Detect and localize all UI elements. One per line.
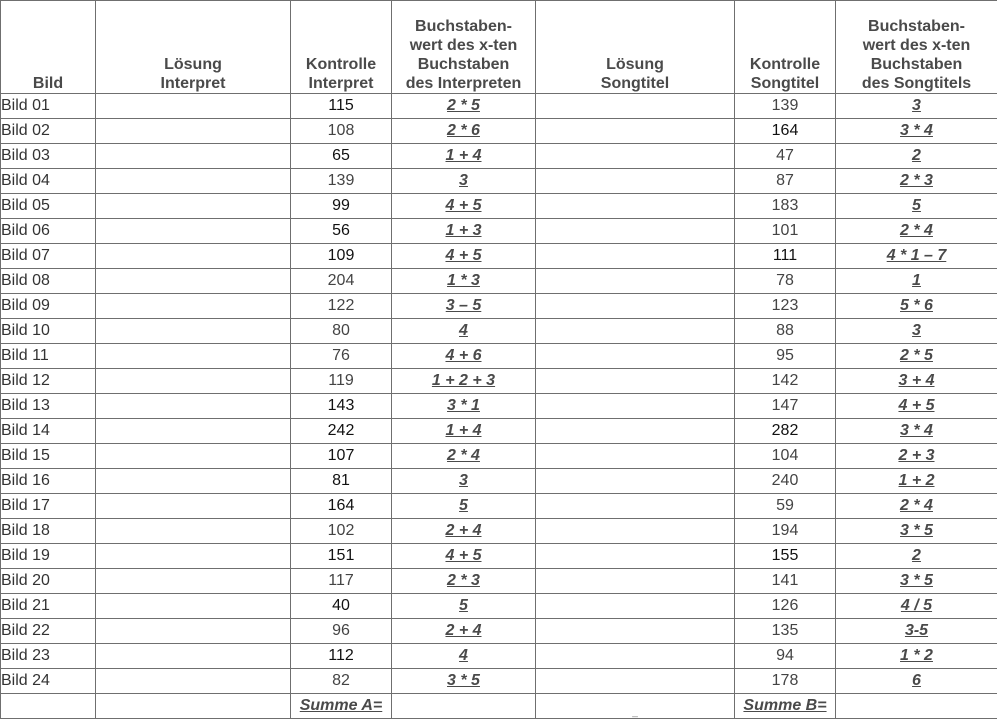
kontrolle-songtitel-value: 139 (735, 94, 836, 119)
wert-interpret-formula (392, 544, 536, 569)
kontrolle-interpret-value: 82 (291, 669, 392, 694)
loesung-songtitel-input[interactable] (536, 494, 735, 519)
loesung-interpret-input[interactable] (96, 369, 291, 394)
kontrolle-interpret-value: 122 (291, 294, 392, 319)
wert-interpret-formula (392, 519, 536, 544)
bild-label: Bild 03 (1, 144, 96, 169)
wert-songtitel-formula (836, 194, 997, 219)
sum-empty-cell (96, 694, 291, 719)
kontrolle-interpret-value: 107 (291, 444, 392, 469)
wert-interpret-formula (392, 619, 536, 644)
wert-songtitel-formula (836, 94, 997, 119)
kontrolle-interpret-value: 164 (291, 494, 392, 519)
wert-interpret-formula-text: 3 – 5 (445, 297, 482, 314)
table-row (1, 369, 997, 394)
wert-interpret-formula-text: 1 + 3 (445, 222, 482, 239)
wert-interpret-formula-text: 3 * 1 (447, 397, 480, 414)
table-row (1, 269, 997, 294)
kontrolle-songtitel-value: 178 (735, 669, 836, 694)
loesung-songtitel-input[interactable] (536, 469, 735, 494)
kontrolle-interpret-value: 108 (291, 119, 392, 144)
loesung-interpret-input[interactable] (96, 269, 291, 294)
loesung-songtitel-input[interactable] (536, 169, 735, 194)
wert-interpret-formula (392, 294, 536, 319)
loesung-interpret-input[interactable] (96, 94, 291, 119)
wert-songtitel-formula-text: 2 * 5 (900, 347, 933, 364)
kontrolle-interpret-value: 143 (291, 394, 392, 419)
loesung-interpret-input[interactable] (96, 619, 291, 644)
kontrolle-songtitel-value: 135 (735, 619, 836, 644)
wert-songtitel-formula-text: 2 (912, 547, 921, 564)
wert-songtitel-formula (836, 494, 997, 519)
table-row (1, 244, 997, 269)
kontrolle-songtitel-value: 142 (735, 369, 836, 394)
wert-songtitel-formula-text: 3 * 4 (900, 122, 933, 139)
kontrolle-interpret-value: 102 (291, 519, 392, 544)
wert-interpret-formula-text: 4 + 6 (445, 347, 482, 364)
bild-label: Bild 01 (1, 94, 96, 119)
kontrolle-interpret-value: 204 (291, 269, 392, 294)
wert-interpret-formula (392, 569, 536, 594)
wert-interpret-formula-text: 5 (459, 497, 468, 514)
wert-songtitel-formula (836, 594, 997, 619)
table-row (1, 519, 997, 544)
wert-interpret-formula-text: 4 (459, 647, 468, 664)
loesung-songtitel-input[interactable] (536, 219, 735, 244)
loesung-songtitel-input[interactable] (536, 94, 735, 119)
table-row (1, 544, 997, 569)
wert-interpret-formula-text: 3 (459, 472, 468, 489)
wert-songtitel-formula (836, 294, 997, 319)
table-row (1, 169, 997, 194)
table-body (1, 94, 997, 719)
wert-interpret-formula-text: 1 + 4 (445, 147, 482, 164)
wert-songtitel-formula (836, 369, 997, 394)
loesung-songtitel-input[interactable] (536, 619, 735, 644)
loesung-interpret-input[interactable] (96, 394, 291, 419)
kontrolle-interpret-value: 242 (291, 419, 392, 444)
wert-songtitel-formula-text: 3 * 5 (900, 572, 933, 589)
loesung-songtitel-input[interactable] (536, 119, 735, 144)
wert-interpret-formula-text: 2 * 4 (447, 447, 480, 464)
wert-songtitel-formula (836, 644, 997, 669)
wert-songtitel-formula (836, 244, 997, 269)
wert-interpret-formula (392, 144, 536, 169)
header-row (1, 1, 997, 94)
bild-label: Bild 24 (1, 669, 96, 694)
wert-songtitel-formula-text: 3 (912, 322, 921, 339)
wert-interpret-formula (392, 444, 536, 469)
loesung-songtitel-input[interactable] (536, 444, 735, 469)
table-row (1, 219, 997, 244)
kontrolle-interpret-value: 65 (291, 144, 392, 169)
sum-empty-cell (1, 694, 96, 719)
loesung-songtitel-input[interactable] (536, 269, 735, 294)
wert-interpret-formula (392, 644, 536, 669)
wert-interpret-formula (392, 194, 536, 219)
table-row (1, 494, 997, 519)
table-row (1, 194, 997, 219)
loesung-songtitel-input[interactable] (536, 644, 735, 669)
wert-songtitel-formula-text: 1 + 2 (898, 472, 935, 489)
table-row (1, 344, 997, 369)
table-row (1, 619, 997, 644)
loesung-songtitel-input[interactable] (536, 294, 735, 319)
wert-songtitel-formula (836, 569, 997, 594)
wert-songtitel-formula (836, 619, 997, 644)
wert-interpret-formula-text: 1 * 3 (447, 272, 480, 289)
bild-label: Bild 16 (1, 469, 96, 494)
wert-songtitel-formula-text: 5 (912, 197, 921, 214)
bild-label: Bild 20 (1, 569, 96, 594)
wert-songtitel-formula (836, 419, 997, 444)
wert-interpret-formula (392, 94, 536, 119)
wert-interpret-formula-text: 2 * 3 (447, 572, 480, 589)
wert-songtitel-formula (836, 169, 997, 194)
kontrolle-songtitel-value: 164 (735, 119, 836, 144)
wert-songtitel-formula-text: 1 (912, 272, 921, 289)
wert-interpret-formula (392, 394, 536, 419)
bild-label: Bild 07 (1, 244, 96, 269)
wert-songtitel-formula (836, 669, 997, 694)
header-wert-songtitel: Buchstaben- wert des x-ten Buchstaben des Songtitels (836, 1, 997, 94)
wert-interpret-formula (392, 369, 536, 394)
table-row (1, 444, 997, 469)
kontrolle-interpret-value: 109 (291, 244, 392, 269)
wert-songtitel-formula (836, 444, 997, 469)
kontrolle-interpret-value: 56 (291, 219, 392, 244)
bild-label: Bild 23 (1, 644, 96, 669)
wert-interpret-formula-text: 5 (459, 597, 468, 614)
kontrolle-songtitel-value: 101 (735, 219, 836, 244)
kontrolle-interpret-value: 40 (291, 594, 392, 619)
wert-songtitel-formula-text: 3 * 4 (900, 422, 933, 439)
wert-interpret-formula (392, 494, 536, 519)
table-row (1, 644, 997, 669)
kontrolle-songtitel-value: 282 (735, 419, 836, 444)
loesung-interpret-input[interactable] (96, 544, 291, 569)
table-row (1, 469, 997, 494)
kontrolle-songtitel-value: 155 (735, 544, 836, 569)
kontrolle-interpret-value: 99 (291, 194, 392, 219)
bild-label: Bild 21 (1, 594, 96, 619)
loesung-songtitel-input[interactable] (536, 394, 735, 419)
kontrolle-interpret-value: 96 (291, 619, 392, 644)
kontrolle-songtitel-value: 87 (735, 169, 836, 194)
bild-label: Bild 10 (1, 319, 96, 344)
wert-songtitel-formula (836, 319, 997, 344)
loesung-interpret-input[interactable] (96, 669, 291, 694)
header-kontrolle-interpret: Kontrolle Interpret (291, 1, 392, 94)
kontrolle-interpret-value: 115 (291, 94, 392, 119)
loesung-songtitel-input[interactable] (536, 144, 735, 169)
kontrolle-interpret-value: 81 (291, 469, 392, 494)
bild-label: Bild 04 (1, 169, 96, 194)
kontrolle-songtitel-value: 240 (735, 469, 836, 494)
wert-interpret-formula-text: 4 + 5 (445, 197, 482, 214)
summe-b-input[interactable] (836, 694, 997, 719)
kontrolle-interpret-value: 119 (291, 369, 392, 394)
kontrolle-interpret-value: 139 (291, 169, 392, 194)
wert-interpret-formula-text: 4 + 5 (445, 547, 482, 564)
wert-songtitel-formula-text: 2 * 4 (900, 497, 933, 514)
wert-interpret-formula-text: 4 (459, 322, 468, 339)
kontrolle-songtitel-value: 123 (735, 294, 836, 319)
loesung-songtitel-input[interactable] (536, 544, 735, 569)
kontrolle-songtitel-value: 78 (735, 269, 836, 294)
bild-label: Bild 05 (1, 194, 96, 219)
bild-label: Bild 02 (1, 119, 96, 144)
wert-songtitel-formula (836, 144, 997, 169)
bild-label: Bild 19 (1, 544, 96, 569)
loesung-interpret-input[interactable] (96, 594, 291, 619)
loesung-interpret-input[interactable] (96, 244, 291, 269)
loesung-interpret-input[interactable] (96, 519, 291, 544)
bild-label: Bild 09 (1, 294, 96, 319)
kontrolle-interpret-value: 76 (291, 344, 392, 369)
header-loesung-songtitel: Lösung Songtitel (536, 1, 735, 94)
kontrolle-songtitel-value: 141 (735, 569, 836, 594)
table-row (1, 394, 997, 419)
wert-interpret-formula (392, 319, 536, 344)
bild-label: Bild 22 (1, 619, 96, 644)
loesung-songtitel-input[interactable] (536, 419, 735, 444)
bild-label: Bild 18 (1, 519, 96, 544)
wert-interpret-formula-text: 3 (459, 172, 468, 189)
sum-row (1, 694, 997, 719)
wert-songtitel-formula-text: 3 * 5 (900, 522, 933, 539)
table-row (1, 94, 997, 119)
kontrolle-songtitel-value: 88 (735, 319, 836, 344)
wert-songtitel-formula-text: 2 + 3 (898, 447, 935, 464)
loesung-interpret-input[interactable] (96, 419, 291, 444)
loesung-songtitel-input[interactable] (536, 194, 735, 219)
wert-songtitel-formula (836, 394, 997, 419)
wert-interpret-formula (392, 219, 536, 244)
bild-label: Bild 11 (1, 344, 96, 369)
loesung-interpret-input[interactable] (96, 569, 291, 594)
bild-label: Bild 17 (1, 494, 96, 519)
table-row (1, 119, 997, 144)
loesung-interpret-input[interactable] (96, 644, 291, 669)
wert-interpret-formula (392, 344, 536, 369)
table-row (1, 419, 997, 444)
wert-songtitel-formula-text: 5 * 6 (900, 297, 933, 314)
wert-interpret-formula (392, 469, 536, 494)
bild-label: Bild 15 (1, 444, 96, 469)
wert-interpret-formula-text: 2 + 4 (445, 622, 482, 639)
kontrolle-songtitel-value: 104 (735, 444, 836, 469)
summe-a-input[interactable] (392, 694, 536, 719)
loesung-interpret-input[interactable] (96, 344, 291, 369)
table-row (1, 669, 997, 694)
wert-interpret-formula-text: 3 * 5 (447, 672, 480, 689)
wert-songtitel-formula (836, 544, 997, 569)
loesung-interpret-input[interactable] (96, 119, 291, 144)
table-row (1, 569, 997, 594)
table-row (1, 319, 997, 344)
bild-label: Bild 14 (1, 419, 96, 444)
bild-label: Bild 06 (1, 219, 96, 244)
kontrolle-songtitel-value: 47 (735, 144, 836, 169)
loesung-interpret-input[interactable] (96, 319, 291, 344)
wert-songtitel-formula-text: 4 + 5 (898, 397, 935, 414)
loesung-songtitel-input[interactable] (536, 569, 735, 594)
wert-songtitel-formula-text: 2 * 4 (900, 222, 933, 239)
table-row (1, 294, 997, 319)
loesung-interpret-input[interactable] (96, 169, 291, 194)
kontrolle-interpret-value: 117 (291, 569, 392, 594)
kontrolle-songtitel-value: 194 (735, 519, 836, 544)
kontrolle-interpret-value: 151 (291, 544, 392, 569)
wert-songtitel-formula-text: 3 + 4 (898, 372, 935, 389)
kontrolle-songtitel-value: 95 (735, 344, 836, 369)
wert-interpret-formula (392, 119, 536, 144)
wert-interpret-formula-text: 2 * 6 (447, 122, 480, 139)
loesung-interpret-input[interactable] (96, 444, 291, 469)
sum-marker: _ (536, 694, 735, 719)
wert-interpret-formula (392, 169, 536, 194)
wert-interpret-formula-text: 1 + 2 + 3 (431, 372, 496, 389)
wert-interpret-formula-text: 2 * 5 (447, 97, 480, 114)
loesung-songtitel-input[interactable] (536, 594, 735, 619)
wert-songtitel-formula-text: 3-5 (904, 622, 929, 639)
wert-songtitel-formula (836, 344, 997, 369)
bild-label: Bild 12 (1, 369, 96, 394)
wert-interpret-formula-text: 1 + 4 (445, 422, 482, 439)
kontrolle-songtitel-value: 111 (735, 244, 836, 269)
wert-songtitel-formula (836, 269, 997, 294)
wert-songtitel-formula-text: 4 / 5 (900, 597, 933, 614)
kontrolle-songtitel-value: 59 (735, 494, 836, 519)
header-wert-interpret: Buchstaben- wert des x-ten Buchstaben des Interpreten (392, 1, 536, 94)
wert-songtitel-formula (836, 469, 997, 494)
wert-interpret-formula (392, 594, 536, 619)
wert-interpret-formula (392, 669, 536, 694)
summe-a-label: Summe A= (291, 694, 392, 719)
loesung-interpret-input[interactable] (96, 194, 291, 219)
kontrolle-songtitel-value: 94 (735, 644, 836, 669)
kontrolle-interpret-value: 112 (291, 644, 392, 669)
loesung-interpret-input[interactable] (96, 494, 291, 519)
loesung-songtitel-input[interactable] (536, 344, 735, 369)
loesung-songtitel-input[interactable] (536, 669, 735, 694)
bild-label: Bild 13 (1, 394, 96, 419)
wert-interpret-formula-text: 2 + 4 (445, 522, 482, 539)
header-kontrolle-songtitel: Kontrolle Songtitel (735, 1, 836, 94)
wert-interpret-formula (392, 269, 536, 294)
wert-interpret-formula (392, 419, 536, 444)
wert-songtitel-formula-text: 6 (912, 672, 921, 689)
wert-songtitel-formula (836, 219, 997, 244)
wert-songtitel-formula (836, 119, 997, 144)
wert-songtitel-formula-text: 4 * 1 – 7 (886, 247, 947, 264)
loesung-songtitel-input[interactable] (536, 244, 735, 269)
wert-interpret-formula (392, 244, 536, 269)
summe-b-label: Summe B= (735, 694, 836, 719)
loesung-interpret-input[interactable] (96, 469, 291, 494)
kontrolle-songtitel-value: 147 (735, 394, 836, 419)
table-row (1, 594, 997, 619)
wert-songtitel-formula-text: 3 (912, 97, 921, 114)
wert-songtitel-formula-text: 1 * 2 (900, 647, 933, 664)
header-loesung-interpret: Lösung Interpret (96, 1, 291, 94)
loesung-interpret-input[interactable] (96, 144, 291, 169)
loesung-interpret-input[interactable] (96, 219, 291, 244)
wert-interpret-formula-text: 4 + 5 (445, 247, 482, 264)
loesung-interpret-input[interactable] (96, 294, 291, 319)
header-bild: Bild (1, 1, 96, 94)
kontrolle-songtitel-value: 183 (735, 194, 836, 219)
loesung-songtitel-input[interactable] (536, 319, 735, 344)
bild-label: Bild 08 (1, 269, 96, 294)
wert-songtitel-formula-text: 2 * 3 (900, 172, 933, 189)
table-row (1, 144, 997, 169)
kontrolle-interpret-value: 80 (291, 319, 392, 344)
wert-songtitel-formula-text: 2 (912, 147, 921, 164)
kontrolle-songtitel-value: 126 (735, 594, 836, 619)
loesung-songtitel-input[interactable] (536, 369, 735, 394)
loesung-songtitel-input[interactable] (536, 519, 735, 544)
wert-songtitel-formula (836, 519, 997, 544)
